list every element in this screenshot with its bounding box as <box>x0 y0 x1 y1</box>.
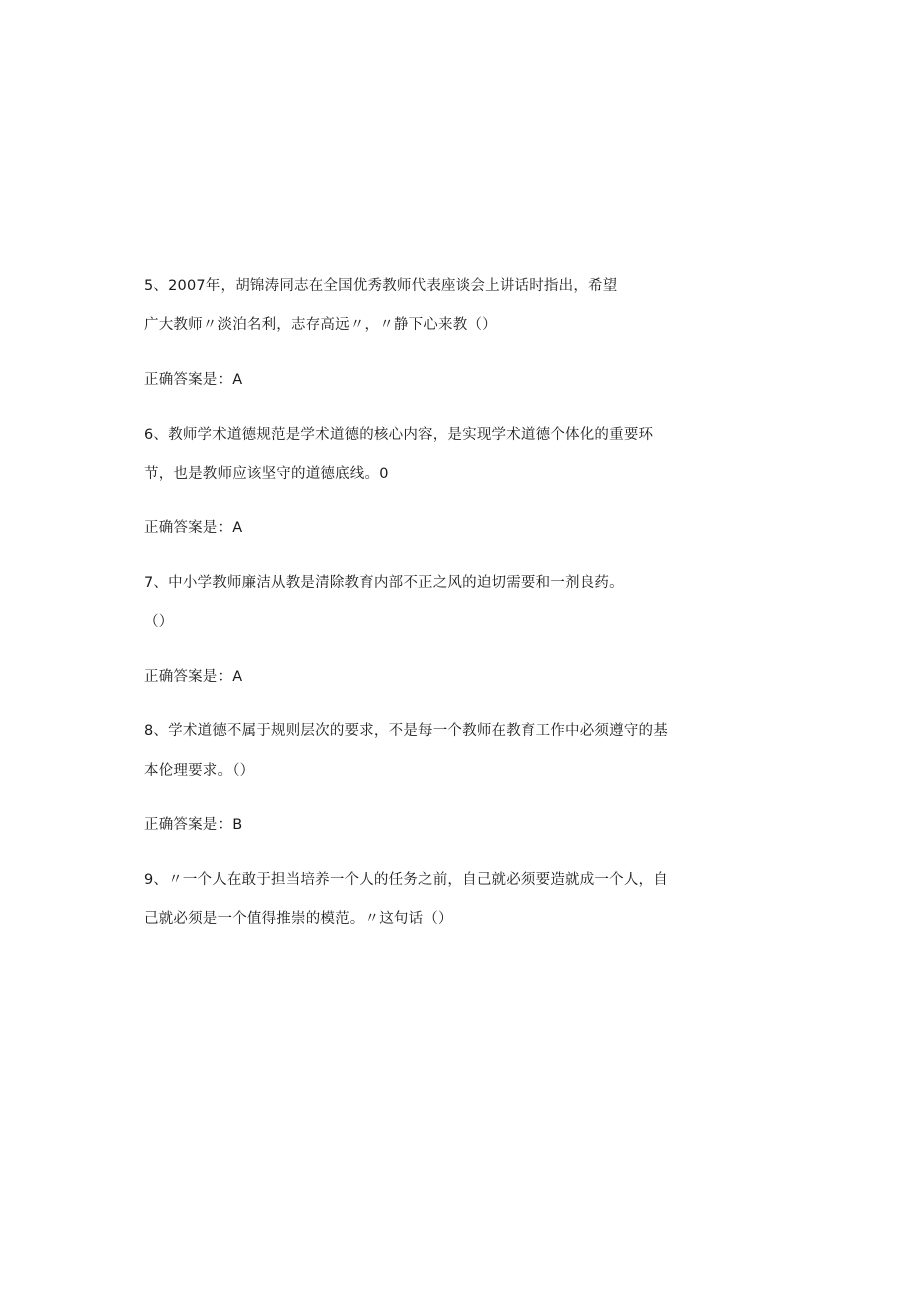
question-5-line-1: 5、2007年，胡锦涛同志在全国优秀教师代表座谈会上讲话时指出，希望 <box>144 278 618 294</box>
question-6-answer: 正确答案是：A <box>144 520 243 536</box>
question-6-line-1: 6、教师学术道德规范是学术道德的核心内容，是实现学术道德个体化的重要环 <box>144 427 654 443</box>
question-9-line-2: 己就必须是一个值得推崇的模范。〃这句话（） <box>144 911 453 927</box>
question-8-line-2: 本伦理要求。（） <box>144 763 255 779</box>
question-5-answer: 正确答案是：A <box>144 372 243 388</box>
question-7-answer: 正确答案是：A <box>144 669 243 685</box>
question-9-line-1: 9、〃一个人在敢于担当培养一个人的任务之前，自己就必须要造就成一个人，自 <box>144 872 668 888</box>
question-8-line-1: 8、学术道德不属于规则层次的要求，不是每一个教师在教育工作中必须遵守的基 <box>144 723 668 739</box>
question-5-line-2: 广大教师〃淡泊名利，志存高远〃，〃静下心来教（） <box>144 317 497 333</box>
question-8-answer: 正确答案是：B <box>144 817 243 833</box>
question-7-line-2: （） <box>144 614 174 630</box>
question-6-line-2: 节，也是教师应该坚守的道德底线。0 <box>144 466 389 482</box>
question-7-line-1: 7、中小学教师廉洁从教是清除教育内部不正之风的迫切需要和一剂良药。 <box>144 575 624 591</box>
